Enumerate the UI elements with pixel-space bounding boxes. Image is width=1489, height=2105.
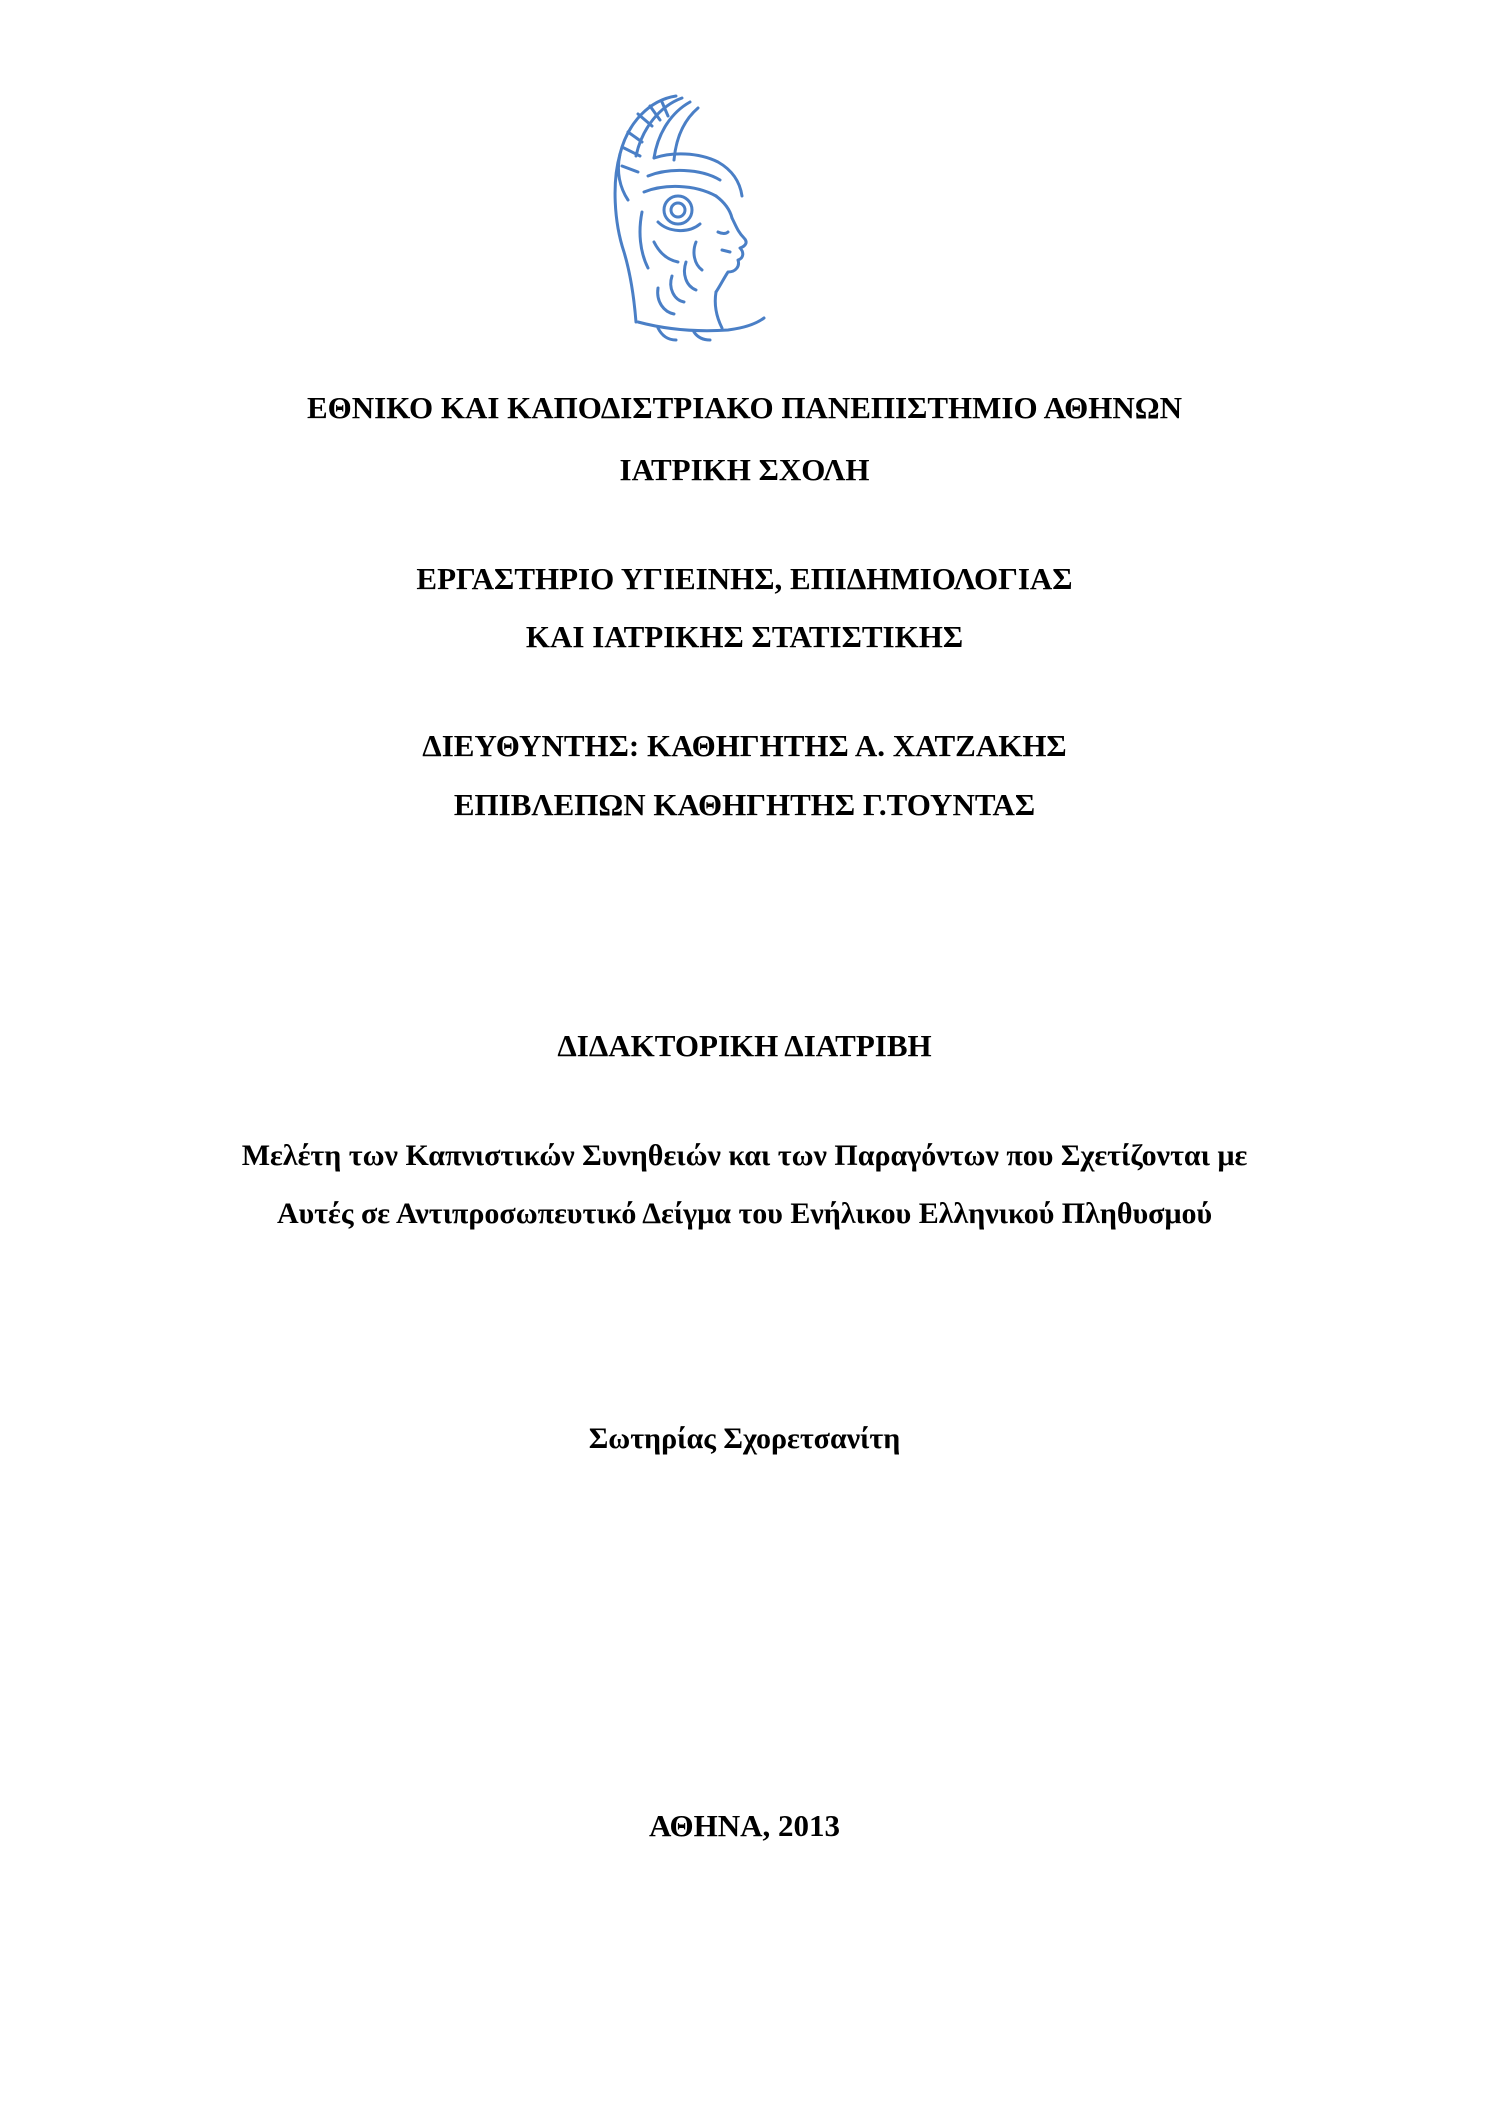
thesis-title-line1: Μελέτη των Καπνιστικών Συνηθειών και των Παραγόντων που Σχετίζονται με [241,1139,1248,1172]
university-name: ΕΘΝΙΚΟ ΚΑΙ ΚΑΠΟΔΙΣΤΡΙΑΚΟ ΠΑΝΕΠΙΣΤΗΜΙΟ ΑΘΗΝΩΝ [306,390,1183,425]
laboratory-name-line2: ΚΑΙ ΙΑΤΡΙΚΗΣ ΣΤΑΤΙΣΤΙΚΗΣ [525,619,964,654]
director-line: ΔΙΕΥΘΥΝΤΗΣ: ΚΑΘΗΓΗΤΗΣ Α. ΧΑΤΖΑΚΗΣ [422,728,1067,763]
document-type: ΔΙΔΑΚΤΟΡΙΚΗ ΔΙΑΤΡΙΒΗ [557,1028,932,1063]
supervisor-line: ΕΠΙΒΛΕΠΩΝ ΚΑΘΗΓΗΤΗΣ Γ.ΤΟΥΝΤΑΣ [453,787,1036,822]
author-name: Σωτηρίας Σχορετσανίτη [588,1422,901,1455]
place-and-date: ΑΘΗΝΑ, 2013 [648,1808,841,1843]
athena-head-emblem-icon [598,92,770,342]
thesis-title-line2: Αυτές σε Αντιπροσωπευτικό Δείγμα του Ενήλικου Ελληνικού Πληθυσμού [276,1197,1213,1230]
school-name: ΙΑΤΡΙΚΗ ΣΧΟΛΗ [619,452,870,487]
laboratory-name-line1: ΕΡΓΑΣΤΗΡΙΟ ΥΓΙΕΙΝΗΣ, ΕΠΙΔΗΜΙΟΛΟΓΙΑΣ [416,561,1073,596]
